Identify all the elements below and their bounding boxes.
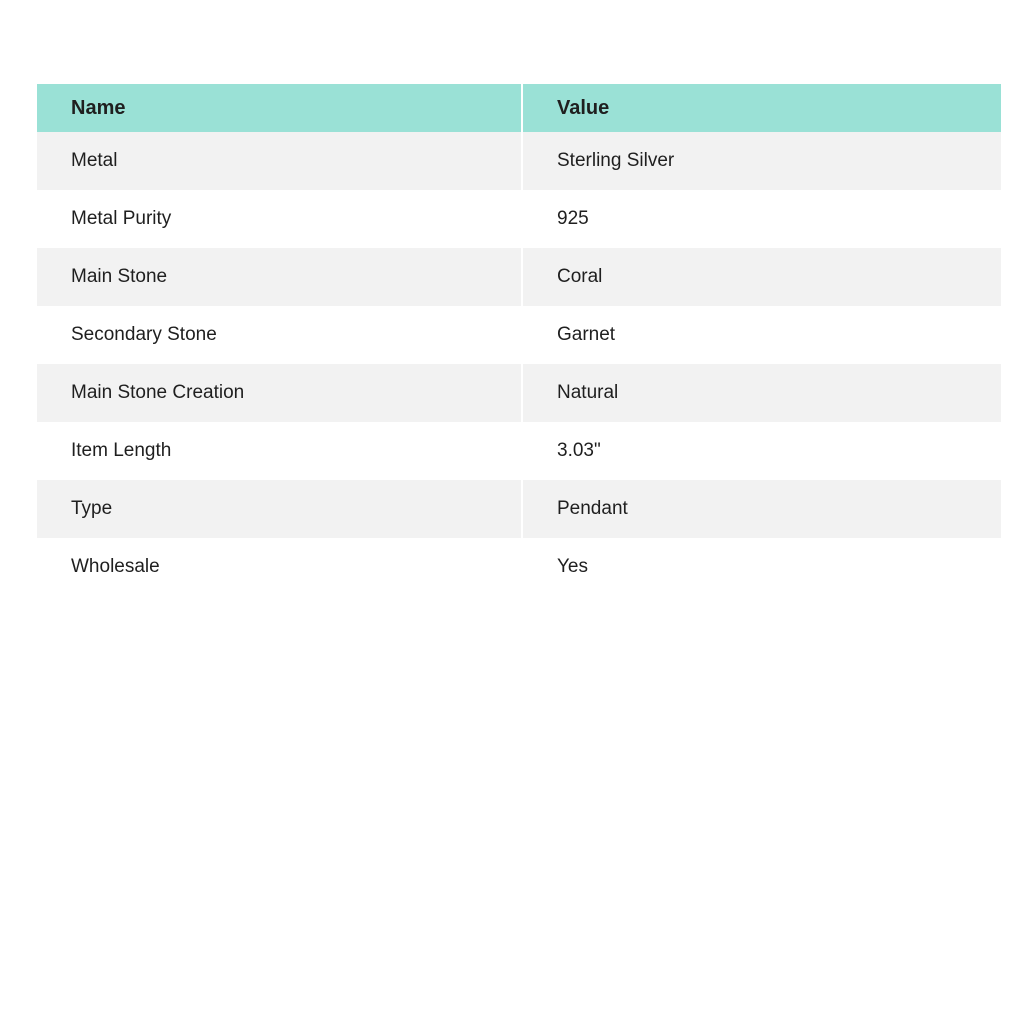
table-row [37, 538, 1001, 596]
attribute-name: Item Length [37, 422, 523, 480]
table-header-row [37, 84, 1001, 132]
attribute-value: Natural [557, 382, 619, 403]
table-row [37, 480, 1001, 538]
attribute-value: Coral [557, 266, 603, 287]
attribute-value: Pendant [557, 498, 628, 519]
product-attributes-table [37, 84, 1001, 596]
attribute-name: Metal Purity [37, 190, 523, 248]
table-row [37, 190, 1001, 248]
attribute-value: Yes [557, 556, 588, 577]
table-row [37, 132, 1001, 190]
table-row [37, 248, 1001, 306]
attribute-name: Secondary Stone [37, 306, 523, 364]
attribute-name: Main Stone Creation [37, 364, 523, 422]
attribute-value: 3.03" [557, 440, 601, 461]
attribute-name: Main Stone [37, 248, 523, 306]
attribute-name: Type [37, 480, 523, 538]
header-value: Value [557, 96, 610, 119]
attribute-name: Wholesale [37, 538, 523, 596]
table-row [37, 306, 1001, 364]
header-name: Name [37, 84, 523, 132]
attribute-value: 925 [557, 208, 589, 229]
attribute-value: Sterling Silver [557, 150, 675, 171]
table-row [37, 364, 1001, 422]
attribute-name: Metal [37, 132, 523, 190]
table-row [37, 422, 1001, 480]
attribute-value: Garnet [557, 324, 616, 345]
